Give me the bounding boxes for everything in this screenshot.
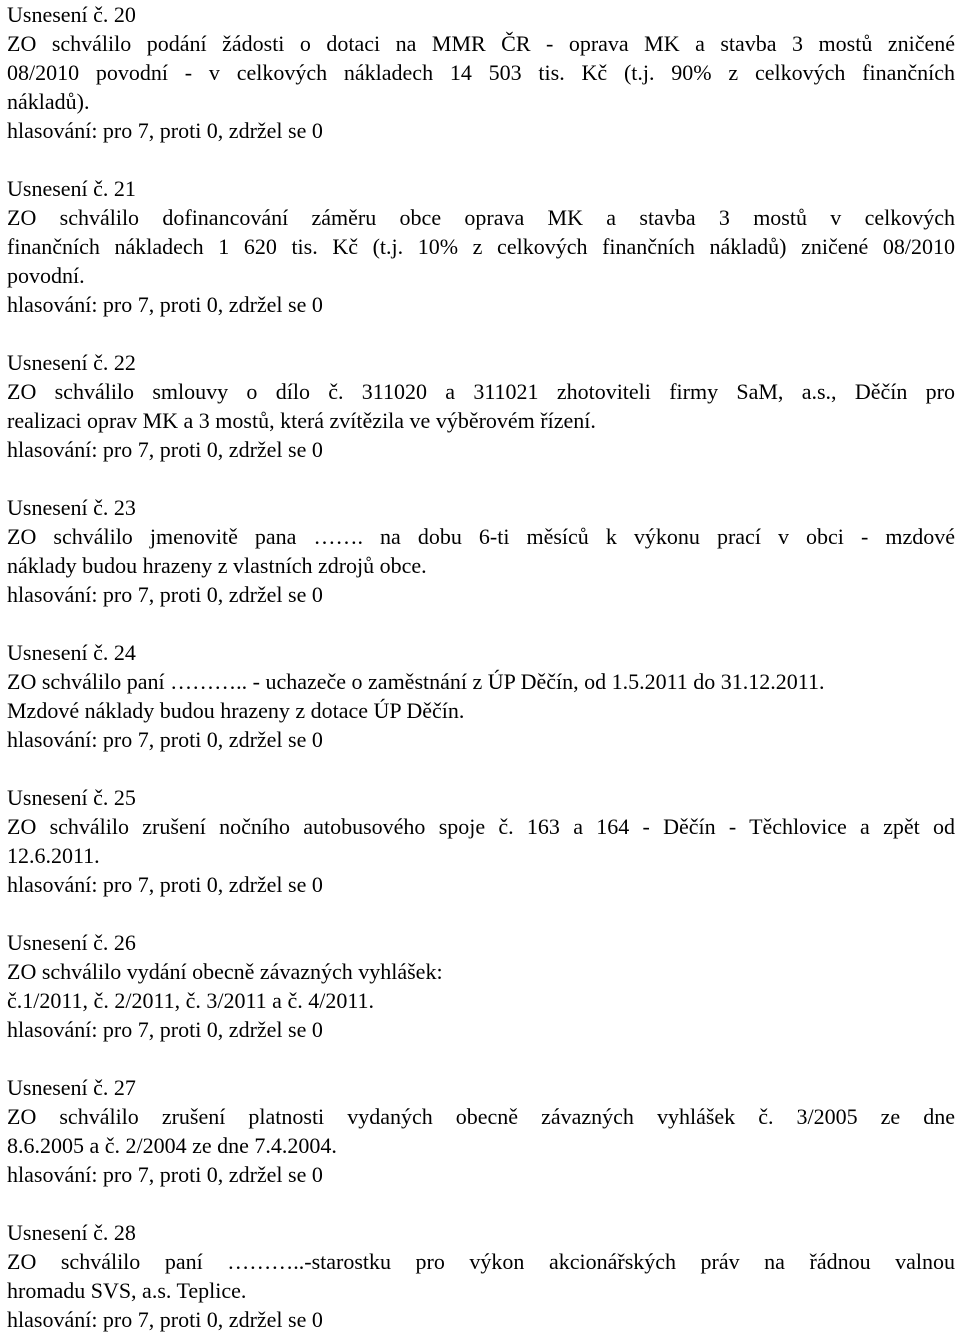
spacer bbox=[7, 319, 955, 348]
resolution-text-line: 8.6.2005 a č. 2/2004 ze dne 7.4.2004. bbox=[7, 1133, 337, 1158]
resolution-text-line: ZO schválilo dofinancování záměru obce oprava MK a stavba 3 mostů v celkových bbox=[7, 205, 955, 230]
resolution-text-line: ZO schválilo vydání obecně závazných vyhlášek: bbox=[7, 959, 443, 984]
resolution-text-line: nákladů). bbox=[7, 89, 90, 114]
vote-result: hlasování: pro 7, proti 0, zdržel se 0 bbox=[7, 292, 323, 317]
vote-result: hlasování: pro 7, proti 0, zdržel se 0 bbox=[7, 118, 323, 143]
resolution-text-line: Mzdové náklady budou hrazeny z dotace ÚP Děčín. bbox=[7, 698, 465, 723]
resolution-text-line: č.1/2011, č. 2/2011, č. 3/2011 a č. 4/2011. bbox=[7, 988, 375, 1013]
resolution-text-line: ZO schválilo jmenovitě pana ……. na dobu 6-ti měsíců k výkonu prací v obci - mzdové bbox=[7, 524, 955, 549]
spacer bbox=[7, 899, 955, 928]
resolution-text-line: 08/2010 povodní - v celkových nákladech 14 503 tis. Kč (t.j. 90% z celkových finančních bbox=[7, 60, 955, 85]
resolution-text-line: povodní. bbox=[7, 263, 85, 288]
resolution-title: Usnesení č. 23 bbox=[7, 495, 136, 520]
resolution-27 bbox=[7, 1073, 955, 1218]
resolution-23 bbox=[7, 493, 955, 638]
resolution-text-line: náklady budou hrazeny z vlastních zdrojů obce. bbox=[7, 553, 427, 578]
resolution-title: Usnesení č. 22 bbox=[7, 350, 136, 375]
spacer bbox=[7, 464, 955, 493]
resolution-title: Usnesení č. 26 bbox=[7, 930, 136, 955]
resolution-20 bbox=[7, 0, 955, 174]
resolution-28 bbox=[7, 1218, 955, 1334]
vote-result: hlasování: pro 7, proti 0, zdržel se 0 bbox=[7, 437, 323, 462]
vote-result: hlasování: pro 7, proti 0, zdržel se 0 bbox=[7, 872, 323, 897]
resolution-text-line: ZO schválilo paní ………..-starostku pro výkon akcionářských práv na řádnou valnou bbox=[7, 1249, 955, 1274]
resolution-text-line: ZO schválilo podání žádosti o dotaci na MMR ČR - oprava MK a stavba 3 mostů zničené bbox=[7, 31, 955, 56]
spacer bbox=[7, 1044, 955, 1073]
vote-result: hlasování: pro 7, proti 0, zdržel se 0 bbox=[7, 1017, 323, 1042]
resolution-title: Usnesení č. 25 bbox=[7, 785, 136, 810]
resolution-text-line: ZO schválilo smlouvy o dílo č. 311020 a 311021 zhotoviteli firmy SaM, a.s., Děčín pro bbox=[7, 379, 955, 404]
spacer bbox=[7, 609, 955, 638]
resolution-21 bbox=[7, 174, 955, 348]
document-page bbox=[7, 0, 955, 1334]
spacer bbox=[7, 1189, 955, 1218]
spacer bbox=[7, 145, 955, 174]
resolution-22 bbox=[7, 348, 955, 493]
resolution-25 bbox=[7, 783, 955, 928]
resolution-26 bbox=[7, 928, 955, 1073]
resolution-text-line: ZO schválilo zrušení platnosti vydaných obecně závazných vyhlášek č. 3/2005 ze dne bbox=[7, 1104, 955, 1129]
resolution-title: Usnesení č. 24 bbox=[7, 640, 136, 665]
resolution-text-line: ZO schválilo paní ……….. - uchazeče o zaměstnání z ÚP Děčín, od 1.5.2011 do 31.12.2011. bbox=[7, 669, 825, 694]
spacer bbox=[7, 754, 955, 783]
resolution-text-line: 12.6.2011. bbox=[7, 843, 100, 868]
resolution-title: Usnesení č. 27 bbox=[7, 1075, 136, 1100]
resolution-text-line: ZO schválilo zrušení nočního autobusového spoje č. 163 a 164 - Děčín - Těchlovice a zpět od bbox=[7, 814, 955, 839]
resolution-text-line: realizaci oprav MK a 3 mostů, která zvítězila ve výběrovém řízení. bbox=[7, 408, 596, 433]
resolution-title: Usnesení č. 20 bbox=[7, 2, 136, 27]
resolution-24 bbox=[7, 638, 955, 783]
resolution-title: Usnesení č. 28 bbox=[7, 1220, 136, 1245]
vote-result: hlasování: pro 7, proti 0, zdržel se 0 bbox=[7, 1307, 323, 1332]
resolution-title: Usnesení č. 21 bbox=[7, 176, 136, 201]
resolution-text-line: hromadu SVS, a.s. Teplice. bbox=[7, 1278, 247, 1303]
vote-result: hlasování: pro 7, proti 0, zdržel se 0 bbox=[7, 582, 323, 607]
resolution-text-line: finančních nákladech 1 620 tis. Kč (t.j. 10% z celkových finančních nákladů) zničené 08/2010 bbox=[7, 234, 955, 259]
vote-result: hlasování: pro 7, proti 0, zdržel se 0 bbox=[7, 727, 323, 752]
vote-result: hlasování: pro 7, proti 0, zdržel se 0 bbox=[7, 1162, 323, 1187]
